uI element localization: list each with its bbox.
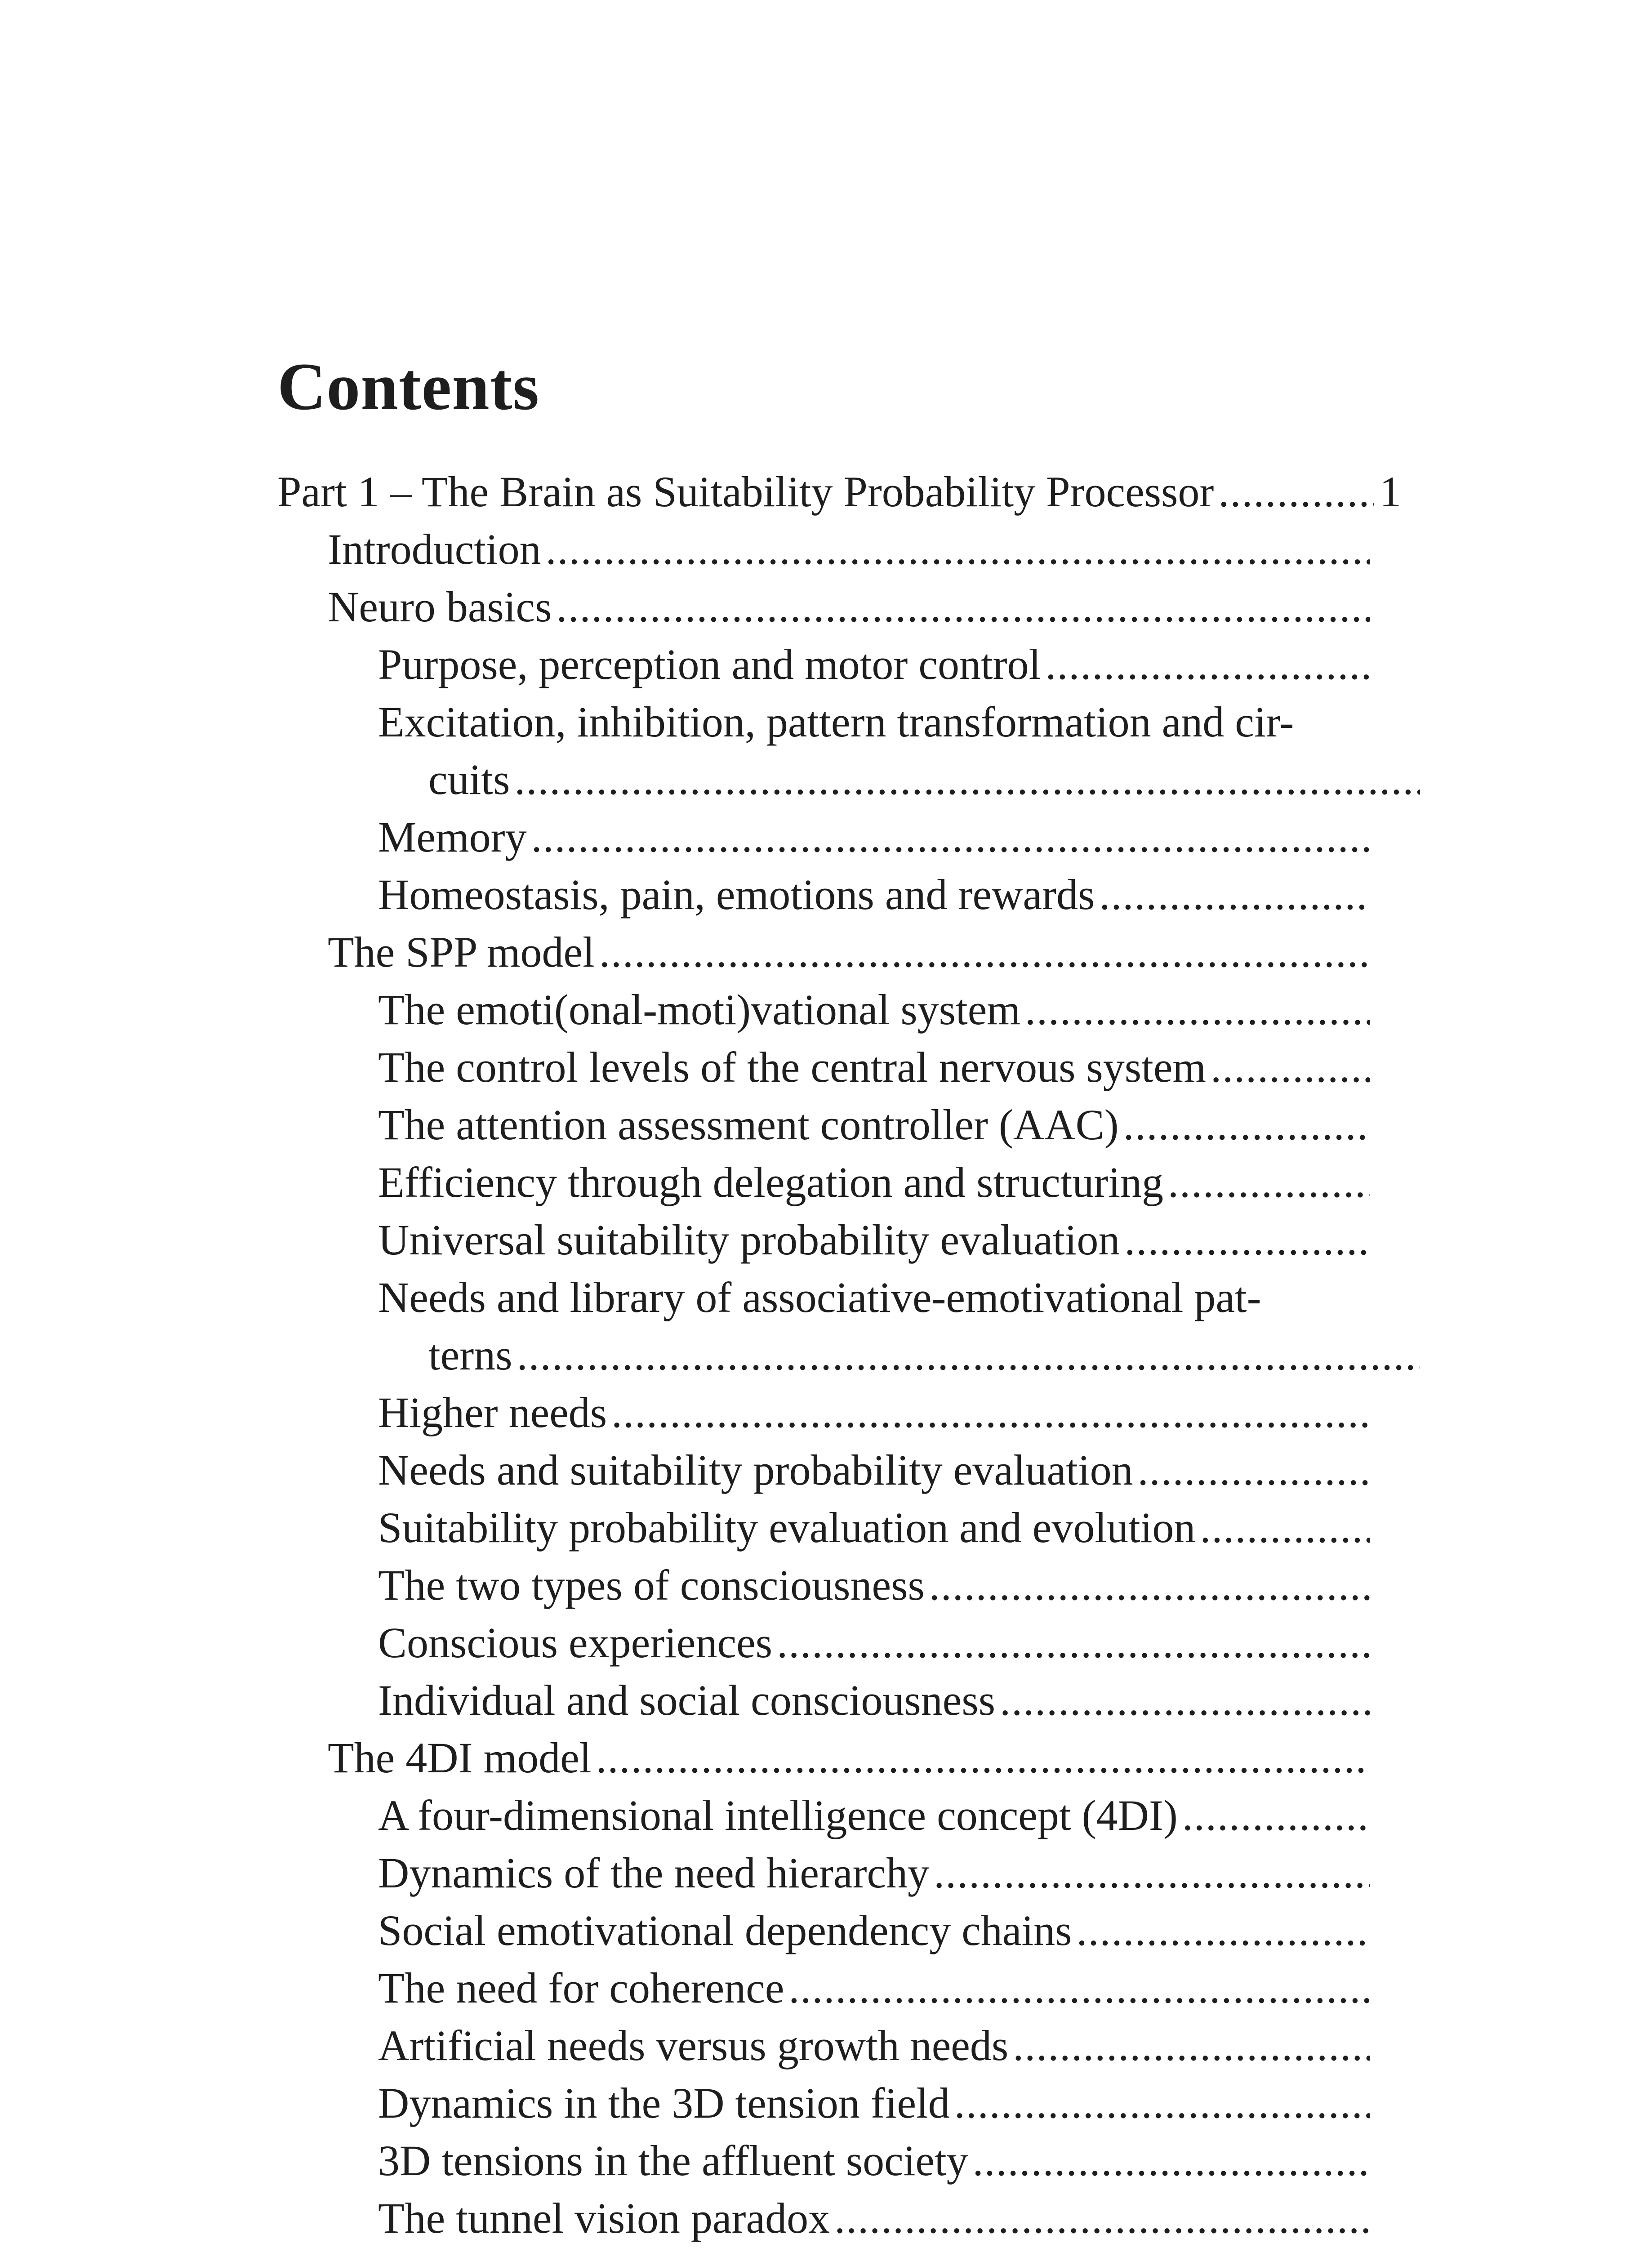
dot-leader xyxy=(1077,1902,1370,1959)
dot-leader xyxy=(1099,866,1370,923)
toc-entry-title: Memory xyxy=(378,813,527,861)
toc-entry-title: Higher needs xyxy=(378,1388,607,1436)
dot-leader xyxy=(834,2190,1370,2247)
toc-entry-row xyxy=(378,866,1370,923)
toc-entry[interactable] xyxy=(378,1959,1401,2017)
toc-entry[interactable] xyxy=(378,1154,1401,1211)
toc-entry[interactable] xyxy=(378,1096,1401,1154)
toc-entry-title: Universal suitability probability evaluation xyxy=(378,1216,1120,1264)
toc-entry[interactable] xyxy=(328,923,1401,981)
toc-entry[interactable] xyxy=(378,1614,1401,1672)
toc-entry-title: Suitability probability evaluation and evolution xyxy=(378,1503,1196,1552)
toc-entry-row xyxy=(378,1154,1370,1211)
toc-entry-title: The tunnel vision paradox xyxy=(378,2194,830,2242)
toc-entry-title: Needs and suitability probability evaluation xyxy=(378,1446,1133,1494)
toc-entry[interactable] xyxy=(277,463,1401,521)
toc-entry-row xyxy=(328,578,1370,636)
dot-leader xyxy=(1182,1787,1370,1844)
dot-leader xyxy=(1013,2017,1370,2074)
toc-entry-row xyxy=(378,1499,1370,1557)
toc-entry-row xyxy=(378,808,1370,866)
dot-leader xyxy=(1138,1441,1370,1499)
dot-leader xyxy=(557,578,1370,636)
toc-entry-title: 3D tensions in the affluent society xyxy=(378,2136,968,2185)
toc-entry-row xyxy=(378,636,1370,693)
toc-entry-title: Needs and library of associative-emotivational pat- xyxy=(378,1273,1261,1321)
toc-entry-row xyxy=(277,463,1401,521)
toc-entry-row xyxy=(378,693,1370,751)
toc-entry[interactable] xyxy=(378,1672,1401,1729)
toc-entry-row xyxy=(378,1902,1370,1959)
toc-entry-row xyxy=(378,1211,1370,1269)
toc-entry-title: Conscious experiences xyxy=(378,1619,773,1667)
dot-leader xyxy=(517,1326,1420,1384)
toc-entry[interactable] xyxy=(378,1844,1401,1902)
toc-entry-continuation-row xyxy=(378,751,1420,808)
toc-entry[interactable] xyxy=(378,1499,1401,1557)
toc-entry-title: cuits xyxy=(428,755,510,803)
toc-entry[interactable] xyxy=(378,636,1401,693)
toc-entry-title: Efficiency through delegation and structuring xyxy=(378,1158,1164,1206)
toc-entry-row xyxy=(378,2074,1370,2132)
toc-entry-row xyxy=(378,1614,1370,1672)
toc-entry-title: The control levels of the central nervous system xyxy=(378,1043,1207,1091)
toc-entry-title: Dynamics of the need hierarchy xyxy=(378,1849,930,1897)
toc-entry-title: Neuro basics xyxy=(328,583,552,631)
toc-entry-title: Part 1 – The Brain as Suitability Probability Processor xyxy=(277,468,1214,516)
toc-entry-row xyxy=(378,2017,1370,2074)
toc-entry-continuation-row xyxy=(378,1326,1420,1384)
toc-entry-title: The need for coherence xyxy=(378,1964,784,2012)
dot-leader xyxy=(973,2132,1370,2190)
toc-entry[interactable] xyxy=(378,1211,1401,1269)
dot-leader xyxy=(934,1844,1370,1902)
toc-entry-row xyxy=(378,1441,1370,1499)
table-of-contents xyxy=(277,463,1401,2248)
toc-entry-row xyxy=(378,981,1370,1039)
toc-entry-row xyxy=(378,1844,1370,1902)
toc-entry-title: Introduction xyxy=(328,525,541,573)
toc-entry-title: Purpose, perception and motor control xyxy=(378,640,1041,688)
dot-leader xyxy=(596,1729,1370,1787)
toc-entry-title: The SPP model xyxy=(328,928,595,976)
toc-entry[interactable] xyxy=(378,2132,1401,2190)
toc-entry-row xyxy=(328,923,1370,981)
toc-entry-title: terns xyxy=(428,1331,512,1379)
dot-leader xyxy=(788,1959,1370,2017)
toc-entry-row xyxy=(378,2132,1370,2190)
toc-entry-title: Homeostasis, pain, emotions and rewards xyxy=(378,870,1095,919)
toc-entry[interactable] xyxy=(378,1441,1401,1499)
toc-entry[interactable] xyxy=(378,1384,1401,1441)
toc-entry-row xyxy=(378,1384,1370,1441)
dot-leader xyxy=(929,1557,1370,1614)
toc-entry-title: A four-dimensional intelligence concept (4DI) xyxy=(378,1791,1178,1839)
dot-leader xyxy=(1124,1211,1370,1269)
toc-entry-title: Social emotivational dependency chains xyxy=(378,1906,1072,1954)
toc-entry[interactable] xyxy=(378,2017,1401,2074)
toc-entry[interactable] xyxy=(378,808,1401,866)
dot-leader xyxy=(777,1614,1370,1672)
dot-leader xyxy=(954,2074,1370,2132)
dot-leader xyxy=(1218,463,1374,521)
toc-entry-title: The 4DI model xyxy=(328,1734,592,1782)
toc-entry[interactable] xyxy=(328,578,1401,636)
toc-entry[interactable] xyxy=(378,1269,1401,1384)
toc-entry[interactable] xyxy=(328,521,1401,578)
toc-entry-title: The two types of consciousness xyxy=(378,1561,925,1609)
toc-entry-title: Excitation, inhibition, pattern transformation and cir- xyxy=(378,698,1294,746)
toc-page-number: 1 xyxy=(1380,468,1401,516)
dot-leader xyxy=(1025,981,1370,1039)
toc-entry-row xyxy=(378,1039,1370,1096)
toc-entry[interactable] xyxy=(378,1039,1401,1096)
toc-entry[interactable] xyxy=(328,1729,1401,1787)
toc-entry[interactable] xyxy=(378,981,1401,1039)
dot-leader xyxy=(1045,636,1370,693)
dot-leader xyxy=(546,521,1370,578)
toc-entry-row xyxy=(378,1959,1370,2017)
dot-leader xyxy=(531,808,1370,866)
toc-entry-row xyxy=(378,2190,1370,2247)
toc-entry-title: Artificial needs versus growth needs xyxy=(378,2021,1009,2070)
toc-entry-title: Dynamics in the 3D tension field xyxy=(378,2079,950,2127)
toc-entry[interactable] xyxy=(378,1557,1401,1614)
toc-entry-row xyxy=(378,1557,1370,1614)
toc-entry-row xyxy=(378,1096,1370,1154)
toc-entry-title: The emoti(onal-moti)vational system xyxy=(378,986,1020,1034)
dot-leader xyxy=(1200,1499,1370,1557)
toc-entry-title: The attention assessment controller (AAC) xyxy=(378,1101,1119,1149)
toc-entry-row xyxy=(378,1269,1370,1326)
toc-entry[interactable] xyxy=(378,1902,1401,1959)
dot-leader xyxy=(1000,1672,1370,1729)
dot-leader xyxy=(1168,1154,1370,1211)
contents-heading: Contents xyxy=(277,349,540,424)
toc-entry-row xyxy=(378,1672,1370,1729)
toc-entry[interactable] xyxy=(378,2074,1401,2132)
dot-leader xyxy=(1123,1096,1370,1154)
toc-entry[interactable] xyxy=(378,866,1401,923)
toc-entry[interactable] xyxy=(378,693,1401,808)
toc-entry-row xyxy=(328,1729,1370,1787)
dot-leader xyxy=(1211,1039,1370,1096)
dot-leader xyxy=(514,751,1420,808)
toc-entry-row xyxy=(328,521,1370,578)
dot-leader xyxy=(611,1384,1370,1441)
toc-entry[interactable] xyxy=(378,2190,1401,2247)
dot-leader xyxy=(599,923,1370,981)
toc-entry[interactable] xyxy=(378,1787,1401,1844)
toc-entry-title: Individual and social consciousness xyxy=(378,1676,996,1724)
toc-entry-row xyxy=(378,1787,1370,1844)
